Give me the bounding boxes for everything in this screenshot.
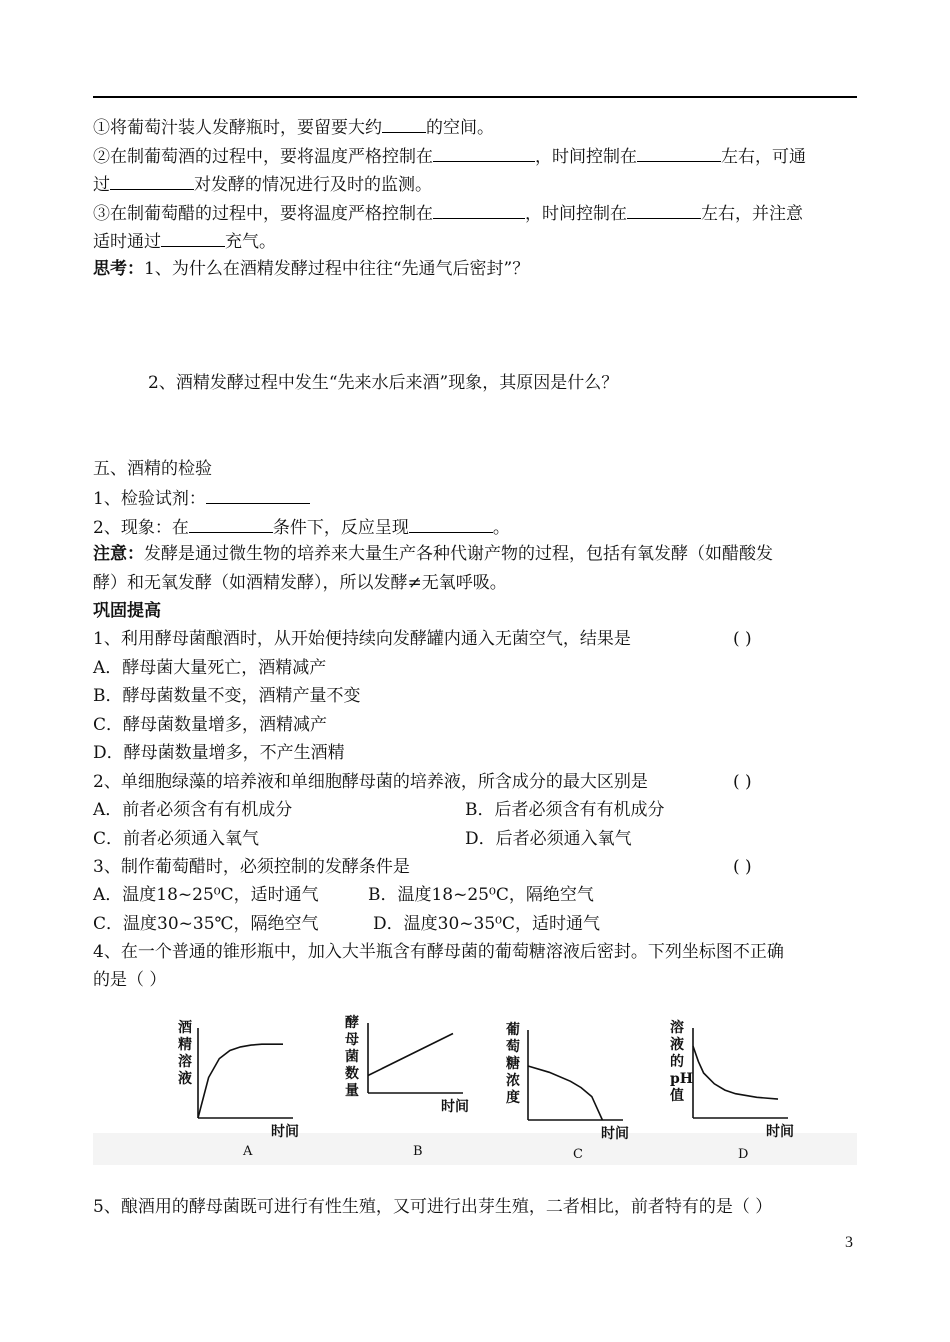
series-line: [368, 1034, 453, 1076]
question-3: [93, 857, 752, 877]
text: 左右，可通: [721, 147, 806, 167]
text: ，时间控制在: [535, 147, 637, 167]
option-1d: D．酵母菌数量增多，不产生酒精: [93, 743, 345, 763]
text: 过: [93, 175, 110, 195]
text: 。: [492, 518, 510, 538]
y-axis-label: 葡萄糖浓度: [506, 1022, 520, 1106]
text: ③在制葡萄醋的过程中，要将温度严格控制在: [93, 204, 433, 224]
phenomenon-line: [93, 516, 510, 538]
reagent-line: [93, 487, 310, 509]
answer-paren[interactable]: ( ): [733, 772, 752, 792]
series-line: [198, 1044, 283, 1118]
think-question-1: [93, 259, 529, 279]
note-line-1: [93, 544, 773, 564]
fill-blank[interactable]: [206, 487, 310, 504]
option-2a: A．前者必须含有有机成分: [93, 800, 293, 820]
option-2c: C．前者必须通入氧气: [93, 829, 260, 849]
blank-line-5: [93, 230, 276, 252]
option-3a: A．温度18~25⁰C，适时通气: [93, 885, 319, 905]
think-question-2: 2、酒精发酵过程中发生“先来水后来酒”现象，其原因是什么？: [148, 373, 619, 393]
panel-label: D: [738, 1147, 749, 1162]
text: 2、现象：在: [93, 518, 189, 538]
y-axis-label: 酵母菌数量: [345, 1015, 359, 1099]
text: 对发酵的情况进行及时的监测。: [194, 175, 432, 195]
coordinate-charts: [170, 1000, 840, 1170]
blank-line-4: [93, 202, 803, 224]
question-4-line-2: 的是（ ）: [93, 970, 167, 990]
note-line-2: 酵）和无氧发酵（如酒精发酵），所以发酵≠无氧呼吸。: [93, 573, 507, 593]
answer-paren[interactable]: ( ): [733, 857, 752, 877]
text: 的空间。: [426, 118, 494, 138]
consolidate-heading: 巩固提高: [93, 601, 161, 621]
panel-label: C: [573, 1147, 583, 1162]
section-5-title: 五、酒精的检验: [93, 459, 212, 479]
fill-blank[interactable]: [433, 145, 535, 162]
options-3ab: [93, 885, 857, 905]
text: 条件下，反应呈现: [272, 518, 409, 538]
text: 1、检验试剂：: [93, 489, 206, 509]
text: 3、制作葡萄醋时，必须控制的发酵条件是: [93, 857, 410, 877]
option-3c: C．温度30~35℃，隔绝空气: [93, 914, 319, 934]
series-line: [528, 1066, 602, 1120]
fill-blank[interactable]: [110, 173, 194, 190]
text: ，时间控制在: [525, 204, 627, 224]
note-label: 注意：: [93, 544, 144, 564]
blank-line-2: [93, 145, 806, 167]
fill-blank[interactable]: [189, 516, 273, 533]
option-1b: B．酵母菌数量不变，酒精产量不变: [93, 686, 361, 706]
text: 适时通过: [93, 232, 161, 252]
y-axis-label: 溶液的 pH 值: [670, 1020, 694, 1104]
answer-paren[interactable]: ( ): [733, 629, 752, 649]
text: ②在制葡萄酒的过程中，要将温度严格控制在: [93, 147, 433, 167]
x-axis-label: 时间: [271, 1124, 299, 1140]
options-2cd: [93, 829, 857, 849]
text: ①将葡萄汁装人发酵瓶时，要留要大约: [93, 118, 382, 138]
text: 左右，并注意: [701, 204, 803, 224]
fill-blank[interactable]: [637, 145, 721, 162]
fill-blank[interactable]: [433, 202, 525, 219]
option-3d: D．温度30~35⁰C，适时通气: [373, 914, 600, 934]
option-2d: D．后者必须通入氧气: [465, 829, 632, 849]
blank-line-3: [93, 173, 432, 195]
panel-label: A: [243, 1144, 253, 1159]
option-1c: C．酵母菌数量增多，酒精减产: [93, 715, 328, 735]
text: 1、为什么在酒精发酵过程中往往“先通气后密封”？: [144, 259, 530, 279]
text: 2、单细胞绿藻的培养液和单细胞酵母菌的培养液，所含成分的最大区别是: [93, 772, 648, 792]
panel-label: B: [413, 1144, 423, 1159]
blank-line-1: [93, 116, 494, 138]
text: 发酵是通过微生物的培养来大量生产各种代谢产物的过程，包括有氧发酵（如醋酸发: [144, 544, 773, 564]
series-line: [693, 1046, 778, 1099]
fill-blank[interactable]: [382, 116, 426, 133]
options-2ab: [93, 800, 857, 820]
header-rule: [93, 96, 857, 98]
question-2: [93, 772, 752, 792]
text: 充气。: [225, 232, 276, 252]
x-axis-label: 时间: [601, 1126, 629, 1142]
fill-blank[interactable]: [161, 230, 225, 247]
options-3cd: [93, 914, 857, 934]
page-number: 3: [845, 1234, 853, 1251]
x-axis-label: 时间: [441, 1099, 469, 1115]
question-4-line-1: 4、在一个普通的锥形瓶中，加入大半瓶含有酵母菌的葡萄糖溶液后密封。下列坐标图不正确: [93, 942, 784, 962]
x-axis-label: 时间: [766, 1124, 794, 1140]
option-3b: B．温度18~25⁰C，隔绝空气: [368, 885, 594, 905]
question-5: 5、酿酒用的酵母菌既可进行有性生殖，又可进行出芽生殖，二者相比，前者特有的是（ ）: [93, 1197, 773, 1217]
option-2b: B．后者必须含有有机成分: [465, 800, 665, 820]
option-1a: A．酵母菌大量死亡，酒精减产: [93, 658, 327, 678]
fill-blank[interactable]: [409, 516, 493, 533]
fill-blank[interactable]: [627, 202, 701, 219]
y-axis-label: 酒精溶液: [178, 1020, 192, 1087]
question-1: [93, 629, 752, 649]
text: 1、利用酵母菌酿酒时，从开始便持续向发酵罐内通入无菌空气，结果是: [93, 629, 631, 649]
think-label: 思考：: [93, 259, 144, 279]
